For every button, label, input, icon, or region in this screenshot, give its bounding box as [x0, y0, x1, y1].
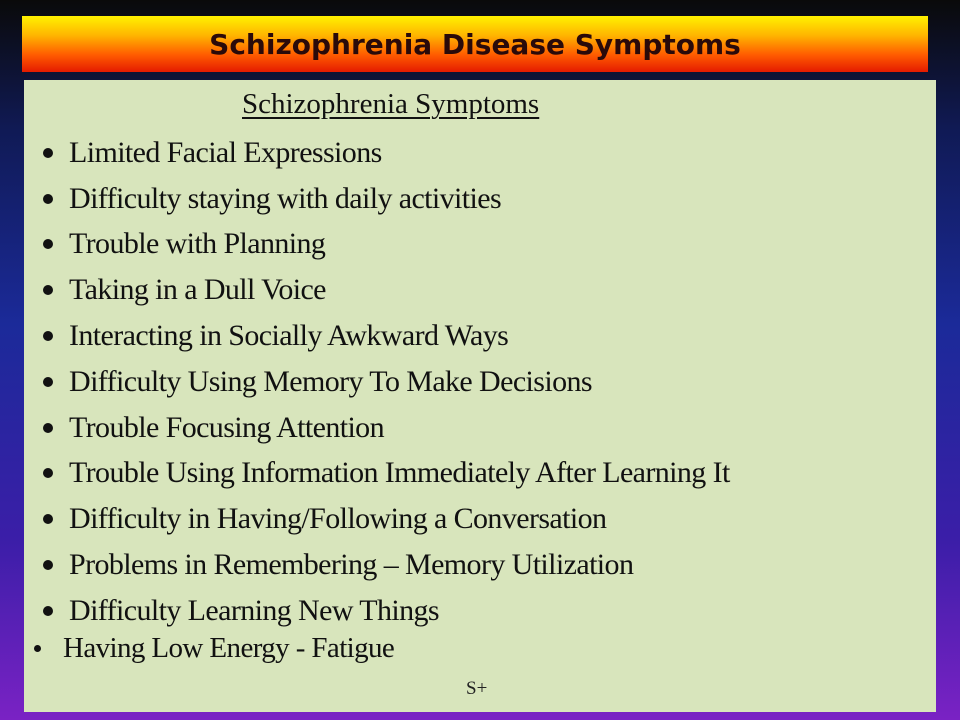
- list-item-text: Having Low Energy - Fatigue: [63, 632, 395, 664]
- list-item-text: Taking in a Dull Voice: [69, 273, 326, 307]
- bullet-icon: [43, 285, 53, 295]
- bullet-icon: [34, 645, 41, 652]
- content-panel: [24, 80, 936, 712]
- bullet-icon: [43, 148, 53, 158]
- list-item-text: Trouble Using Information Immediately After Learning It: [69, 456, 730, 490]
- list-item-text: Problems in Remembering – Memory Utilization: [69, 548, 634, 582]
- list-item: [38, 176, 730, 222]
- list-item: [38, 130, 730, 176]
- bullet-icon: [43, 377, 53, 387]
- list-item-text: Trouble Focusing Attention: [69, 410, 384, 444]
- list-item-text: Limited Facial Expressions: [69, 135, 382, 169]
- symptom-list: [38, 130, 730, 634]
- bullet-icon: [43, 194, 53, 204]
- bullet-icon: [43, 423, 53, 433]
- list-item: [38, 405, 730, 451]
- list-item-text: Difficulty Using Memory To Make Decisions: [69, 364, 592, 398]
- bullet-icon: [43, 514, 53, 524]
- footnote-label: S+: [466, 678, 488, 699]
- bullet-icon: [43, 560, 53, 570]
- list-item: [38, 451, 730, 497]
- list-item-text: Trouble with Planning: [69, 227, 326, 261]
- list-item-text: Difficulty Learning New Things: [69, 593, 439, 627]
- bullet-icon: [43, 331, 53, 341]
- bullet-icon: [43, 606, 53, 616]
- bullet-icon: [43, 239, 53, 249]
- slide-title: Schizophrenia Disease Symptoms: [209, 27, 741, 61]
- list-item: [38, 222, 730, 268]
- list-item: [38, 542, 730, 588]
- list-item: [38, 496, 730, 542]
- list-item: [38, 313, 730, 359]
- bullet-icon: [43, 468, 53, 478]
- list-item: [38, 267, 730, 313]
- list-item: [38, 359, 730, 405]
- list-item-text: Difficulty staying with daily activities: [69, 181, 502, 215]
- list-item-text: Interacting in Socially Awkward Ways: [69, 319, 509, 353]
- list-item-extra: [34, 632, 394, 665]
- section-heading: Schizophrenia Symptoms: [242, 88, 540, 120]
- list-item: [38, 588, 730, 634]
- list-item-text: Difficulty in Having/Following a Conversation: [69, 502, 607, 536]
- title-bar: [22, 16, 928, 72]
